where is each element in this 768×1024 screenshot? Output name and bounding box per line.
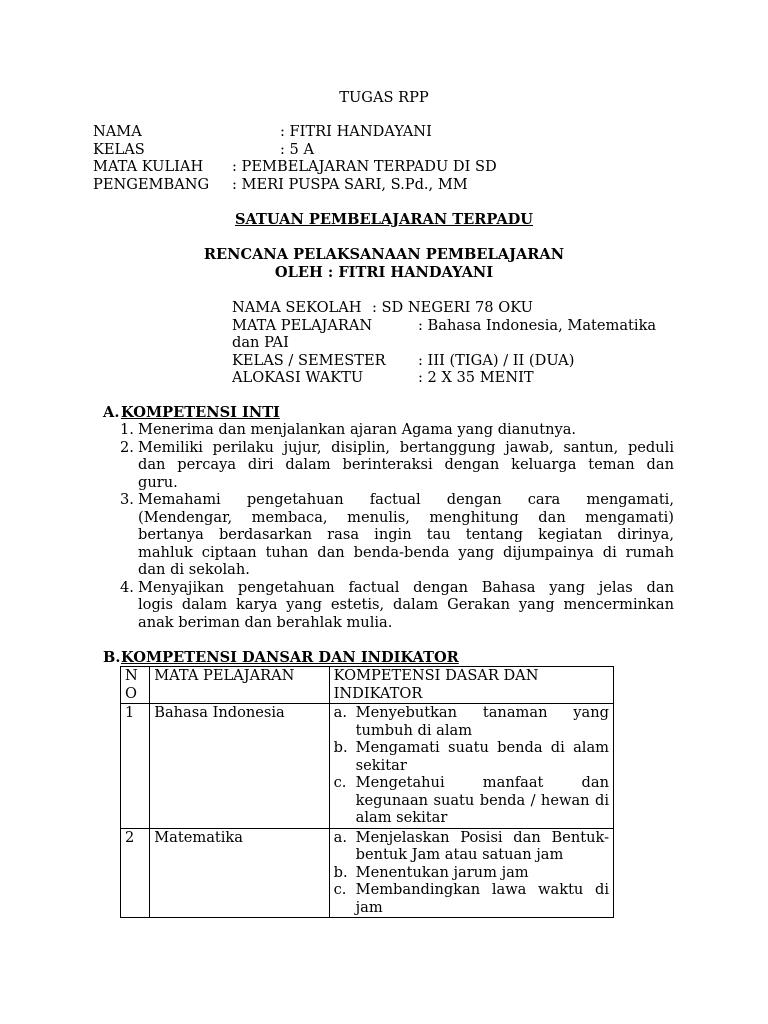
- list-item-line: dan percaya diri dalam berinteraksi dengan keluarga teman dan: [138, 456, 674, 473]
- table-cell-competency: [329, 828, 613, 918]
- list-item-text: Menjelaskan Posisi dan Bentuk-bentuk Jam atau satuan jam: [355, 828, 609, 863]
- identity-value-nama: : FITRI HANDAYANI: [280, 123, 432, 140]
- list-item-letter: c.: [333, 881, 347, 898]
- list-item-text: Menentukan jarum jam: [355, 863, 529, 881]
- section-a-letter: A.: [103, 404, 120, 421]
- list-item-text: Membandingkan lawa waktu di jam: [355, 881, 609, 916]
- list-item-line: mahluk ciptaan tuhan dan benda-benda yang dijumpainya di rumah: [138, 544, 674, 561]
- list-item-line: guru.: [138, 474, 178, 491]
- list-item-letter: b.: [333, 739, 348, 756]
- document-title: TUGAS RPP: [339, 89, 429, 106]
- list-item-number: 3.: [120, 491, 134, 508]
- competency-table: [120, 666, 614, 918]
- class-semester-label: KELAS / SEMESTER: [232, 352, 386, 369]
- identity-label-kelas: KELAS: [93, 141, 145, 158]
- identity-label-mata-kuliah: MATA KULIAH: [93, 158, 204, 175]
- table-header-competency: KOMPETENSI DASAR DAN INDIKATOR: [329, 667, 613, 704]
- list-item: [334, 739, 609, 774]
- section-a-title: KOMPETENSI INTI: [121, 404, 280, 421]
- identity-label-pengembang: PENGEMBANG: [93, 176, 210, 193]
- table-header-no: N O: [121, 667, 150, 704]
- list-item: [334, 864, 609, 882]
- list-item-line: bertanya berdasarkan rasa ingin tau tentang kegiatan dirinya,: [138, 526, 674, 543]
- time-allocation-value: : 2 X 35 MENIT: [418, 369, 534, 386]
- list-item-number: 4.: [120, 579, 134, 596]
- identity-label-nama: NAMA: [93, 123, 142, 140]
- list-item-line: Memiliki perilaku jujur, disiplin, bertanggung jawab, santun, peduli: [138, 439, 674, 456]
- table-cell-no: 2: [121, 828, 150, 918]
- table-cell-subject: Bahasa Indonesia: [150, 704, 329, 829]
- heading-rpp: RENCANA PELAKSANAAN PEMBELAJARAN: [203, 246, 565, 263]
- identity-value-mata-kuliah: : PEMBELAJARAN TERPADU DI SD: [232, 158, 497, 175]
- list-item-line: (Mendengar, membaca, menulis, menghitung dan mengamati): [138, 509, 674, 526]
- subject-value: : Bahasa Indonesia, Matematika: [418, 317, 657, 334]
- list-item-letter: a.: [333, 828, 347, 846]
- section-b-title: KOMPETENSI DANSAR DAN INDIKATOR: [121, 649, 459, 666]
- table-row: [121, 828, 614, 918]
- list-item-letter: c.: [333, 774, 347, 791]
- school-name-label: NAMA SEKOLAH: [232, 299, 362, 316]
- list-item-text: Mengamati suatu benda di alam sekitar: [355, 739, 609, 774]
- list-item: [334, 704, 609, 739]
- list-item-number: 2.: [120, 439, 134, 456]
- list-item-line: dan di sekolah.: [138, 561, 250, 578]
- table-header-subject: MATA PELAJARAN: [150, 667, 329, 704]
- subject-value-cont: dan PAI: [232, 334, 289, 351]
- identity-value-pengembang: : MERI PUSPA SARI, S.Pd., MM: [232, 176, 468, 193]
- list-item: [334, 829, 609, 864]
- school-name-value: : SD NEGERI 78 OKU: [372, 299, 533, 316]
- list-item-line: logis dalam karya yang estetis, dalam Gerakan yang mencerminkan: [138, 596, 674, 613]
- identity-value-kelas: : 5 A: [280, 141, 315, 158]
- table-cell-subject: Matematika: [150, 828, 329, 918]
- heading-satuan: SATUAN PEMBELAJARAN TERPADU: [234, 211, 534, 228]
- list-item: [334, 881, 609, 916]
- list-item-line: Menyajikan pengetahuan factual dengan Bahasa yang jelas dan: [138, 579, 674, 596]
- table-cell-no: 1: [121, 704, 150, 829]
- table-cell-competency: [329, 704, 613, 829]
- list-item-line: Menerima dan menjalankan ajaran Agama yang dianutnya.: [138, 421, 577, 438]
- class-semester-value: : III (TIGA) / II (DUA): [418, 352, 575, 369]
- list-item-letter: a.: [333, 704, 347, 721]
- time-allocation-label: ALOKASI WAKTU: [232, 369, 364, 386]
- list-item-number: 1.: [120, 421, 134, 438]
- heading-oleh: OLEH : FITRI HANDAYANI: [274, 264, 494, 281]
- list-item-text: Menyebutkan tanaman yang tumbuh di alam: [355, 704, 609, 739]
- table-row: [121, 704, 614, 829]
- list-item-line: anak beriman dan berahlak mulia.: [138, 614, 393, 631]
- table-header-row: [121, 667, 614, 704]
- list-item-text: Mengetahui manfaat dan kegunaan suatu benda / hewan di alam sekitar: [355, 774, 609, 826]
- list-item: [334, 774, 609, 827]
- subject-label: MATA PELAJARAN: [232, 317, 373, 334]
- list-item-line: Memahami pengetahuan factual dengan cara mengamati,: [138, 491, 674, 508]
- list-item-letter: b.: [333, 863, 348, 881]
- section-b-letter: B.: [103, 649, 121, 666]
